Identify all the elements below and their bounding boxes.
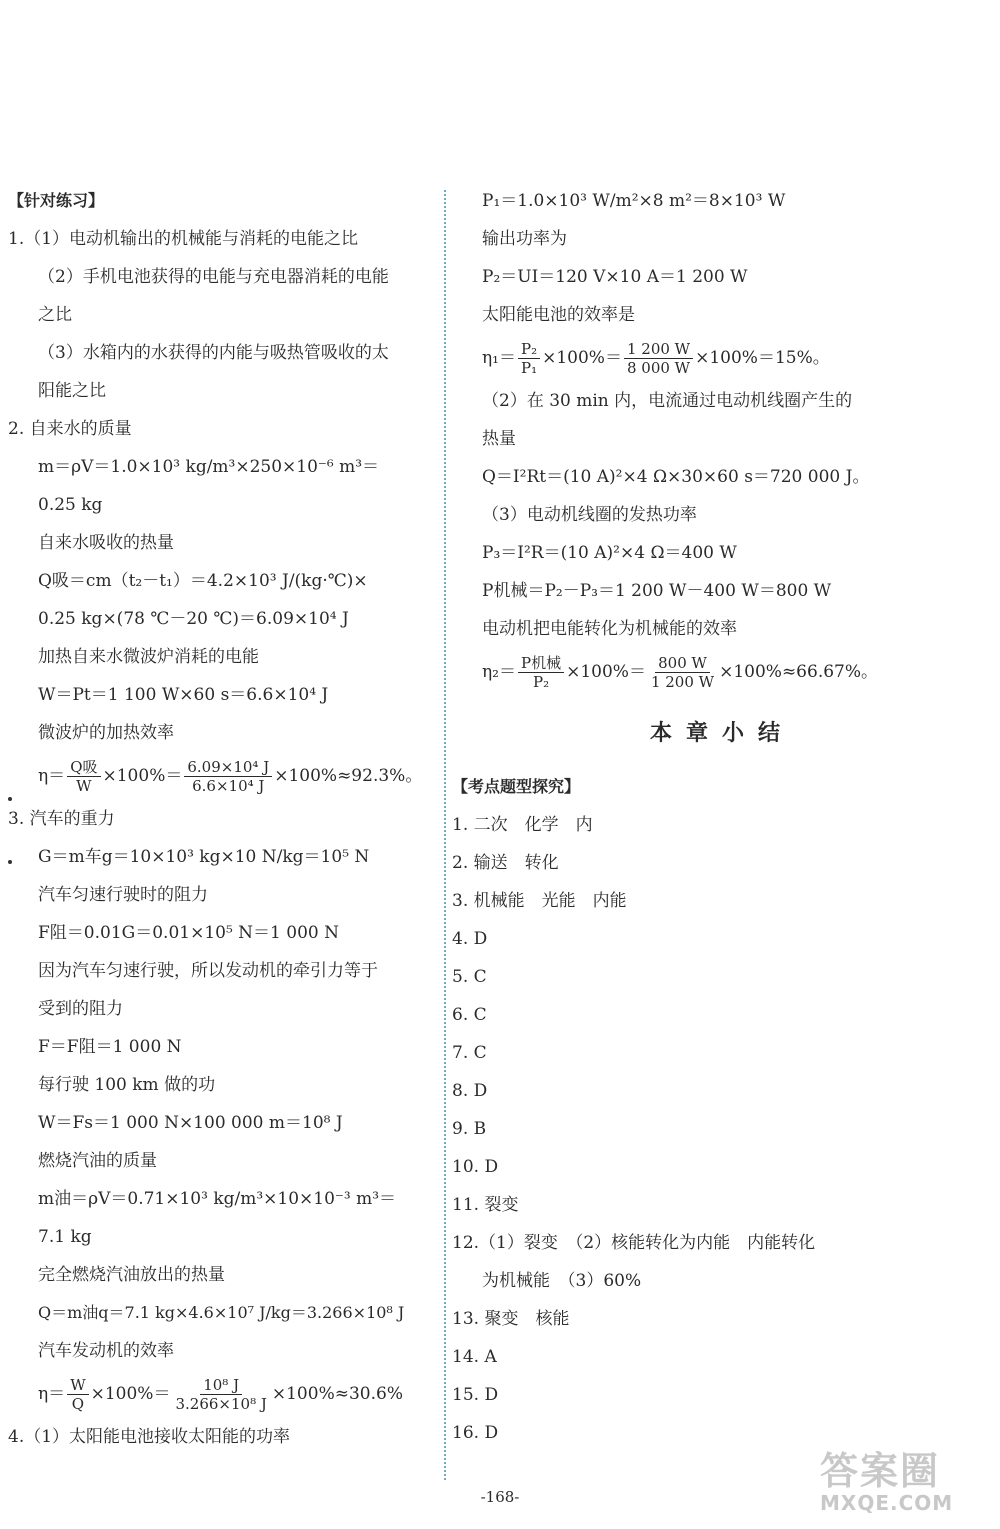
answer-line: 16. D	[452, 1423, 499, 1443]
answer-line: W＝Fs＝1 000 N×100 000 m＝10⁸ J	[38, 1113, 343, 1133]
fraction-denominator: 3.266×10⁸ J	[175, 1395, 267, 1413]
answer-line: 之比	[38, 305, 72, 325]
answer-line: 13. 聚变 核能	[452, 1309, 570, 1329]
answer-line: F＝F阻＝1 000 N	[38, 1037, 182, 1057]
column-divider	[444, 190, 446, 1480]
answer-line: P₂＝UI＝120 V×10 A＝1 200 W	[482, 267, 748, 287]
efficiency-formula-engine	[8, 1370, 440, 1418]
efficiency-formula-motor	[452, 648, 992, 696]
right-column	[452, 182, 992, 1452]
answer-line: 12.（1）裂变 （2）核能转化为内能 内能转化	[452, 1233, 816, 1253]
answer-line: Q＝I²Rt＝(10 A)²×4 Ω×30×60 s＝720 000 J。	[482, 467, 870, 487]
answer-line: 3. 汽车的重力	[8, 809, 115, 829]
answer-line: 受到的阻力	[38, 999, 123, 1019]
answer-line: 4.（1）太阳能电池接收太阳能的功率	[8, 1427, 291, 1447]
answer-line: 阳能之比	[38, 381, 106, 401]
answer-line: 汽车发动机的效率	[38, 1341, 174, 1361]
answer-line: 为机械能 （3）60%	[482, 1271, 642, 1291]
answer-line: （3）电动机线圈的发热功率	[482, 505, 697, 525]
fraction	[67, 1376, 88, 1413]
fraction-denominator: 1 200 W	[650, 673, 715, 691]
fraction-numerator: P₂	[518, 340, 540, 359]
answer-line: 微波炉的加热效率	[38, 723, 174, 743]
answer-line: 1. 二次 化学 内	[452, 815, 593, 835]
fraction	[648, 654, 717, 691]
section-header-exam: 【考点题型探究】	[452, 777, 581, 796]
answer-line: P₃＝I²R＝(10 A)²×4 Ω＝400 W	[482, 543, 737, 563]
answer-line: 7.1 kg	[38, 1227, 92, 1247]
answer-line: 6. C	[452, 1005, 487, 1025]
fraction-denominator: P₂	[532, 673, 550, 691]
fraction	[518, 654, 564, 691]
answer-line: 3. 机械能 光能 内能	[452, 891, 627, 911]
answer-line: 4. D	[452, 929, 488, 949]
answer-line: F阻＝0.01G＝0.01×10⁵ N＝1 000 N	[38, 923, 339, 943]
fraction	[518, 340, 540, 377]
answer-line: 太阳能电池的效率是	[482, 305, 635, 325]
answer-line: 2. 自来水的质量	[8, 419, 132, 439]
answer-line: （3）水箱内的水获得的内能与吸热管吸收的太	[38, 343, 389, 363]
efficiency-formula-solar	[452, 334, 992, 382]
answer-line: 15. D	[452, 1385, 499, 1405]
answer-line: 每行驶 100 km 做的功	[38, 1075, 216, 1095]
answer-line: 自来水吸收的热量	[38, 533, 174, 553]
formula-text: ×100%＝15%。	[695, 348, 830, 368]
fraction-numerator: P机械	[518, 654, 564, 673]
answer-line: 1.（1）电动机输出的机械能与消耗的电能之比	[8, 229, 359, 249]
answer-line: （2）手机电池获得的电能与充电器消耗的电能	[38, 267, 389, 287]
answer-line: m＝ρV＝1.0×10³ kg/m³×250×10⁻⁶ m³＝	[38, 457, 380, 477]
fraction	[184, 758, 272, 795]
answer-line: 8. D	[452, 1081, 488, 1101]
fraction-denominator: W	[76, 777, 92, 795]
section-header-practice: 【针对练习】	[8, 191, 105, 210]
answer-line: m油＝ρV＝0.71×10³ kg/m³×10×10⁻³ m³＝	[38, 1189, 397, 1209]
answer-line: 燃烧汽油的质量	[38, 1151, 157, 1171]
formula-text: ×100%＝	[542, 348, 622, 368]
fraction	[624, 340, 693, 377]
formula-text: ×100%＝	[90, 1384, 171, 1404]
efficiency-formula-microwave	[8, 752, 440, 800]
fraction-denominator: 8 000 W	[626, 359, 691, 377]
answer-line: 热量	[482, 429, 516, 449]
answer-line: 9. B	[452, 1119, 487, 1139]
answer-line: P₁＝1.0×10³ W/m²×8 m²＝8×10³ W	[482, 191, 786, 211]
answer-line: 加热自来水微波炉消耗的电能	[38, 647, 259, 667]
fraction-denominator: Q	[71, 1395, 85, 1413]
margin-dot	[8, 860, 12, 864]
answer-line: Q吸＝cm（t₂－t₁）＝4.2×10³ J/(kg·℃)×	[38, 571, 368, 591]
formula-text: ×100%＝	[566, 662, 646, 682]
answer-line: 7. C	[452, 1043, 487, 1063]
answer-line: 10. D	[452, 1157, 499, 1177]
fraction-numerator: Q吸	[67, 758, 100, 777]
formula-text: η₂＝	[482, 662, 516, 682]
watermark-logo	[820, 1440, 995, 1525]
answer-line: Q＝m油q＝7.1 kg×4.6×10⁷ J/kg＝3.266×10⁸ J	[38, 1303, 405, 1322]
answer-line: 完全燃烧汽油放出的热量	[38, 1265, 225, 1285]
fraction-numerator: W	[67, 1376, 88, 1395]
fraction-numerator: 1 200 W	[624, 340, 693, 359]
answer-line: W＝Pt＝1 100 W×60 s＝6.6×10⁴ J	[38, 685, 329, 705]
answer-line: 11. 裂变	[452, 1195, 519, 1215]
fraction-numerator: 10⁸ J	[200, 1376, 242, 1395]
watermark-text: 答案圈	[820, 1449, 941, 1493]
answer-line: 5. C	[452, 967, 487, 987]
fraction-denominator: P₁	[521, 359, 538, 377]
answer-line: 电动机把电能转化为机械能的效率	[482, 619, 737, 639]
left-column	[8, 182, 440, 1456]
formula-text: η＝	[38, 766, 66, 786]
formula-text: ×100%≈92.3%。	[274, 766, 423, 786]
answer-line: 输出功率为	[482, 229, 567, 249]
margin-dot	[8, 797, 12, 801]
fraction-denominator: 6.6×10⁴ J	[192, 777, 265, 795]
formula-text: η＝	[38, 1384, 66, 1404]
formula-text: η₁＝	[482, 348, 516, 368]
answer-line: （2）在 30 min 内，电流通过电动机线圈产生的	[482, 391, 853, 411]
fraction-numerator: 800 W	[655, 654, 710, 673]
answer-line: 14. A	[452, 1347, 497, 1367]
watermark-url: MXQE.COM	[820, 1491, 954, 1515]
chapter-summary-title: 本章小结	[649, 721, 794, 746]
fraction	[67, 758, 100, 795]
answer-line: 0.25 kg	[38, 495, 103, 515]
answer-line: P机械＝P₂－P₃＝1 200 W－400 W＝800 W	[482, 581, 832, 601]
fraction-numerator: 6.09×10⁴ J	[184, 758, 272, 777]
answer-line: 因为汽车匀速行驶，所以发动机的牵引力等于	[38, 961, 378, 981]
answer-line: G＝m车g＝10×10³ kg×10 N/kg＝10⁵ N	[38, 847, 370, 867]
answer-line: 2. 输送 转化	[452, 853, 559, 873]
answer-line: 0.25 kg×(78 ℃－20 ℃)＝6.09×10⁴ J	[38, 609, 349, 629]
answer-line: 汽车匀速行驶时的阻力	[38, 885, 208, 905]
page-number: -168-	[480, 1488, 520, 1506]
fraction	[172, 1376, 269, 1413]
formula-text: ×100%＝	[102, 766, 183, 786]
formula-text: ×100%≈30.6%	[271, 1384, 403, 1404]
formula-text: ×100%≈66.67%。	[719, 662, 879, 682]
